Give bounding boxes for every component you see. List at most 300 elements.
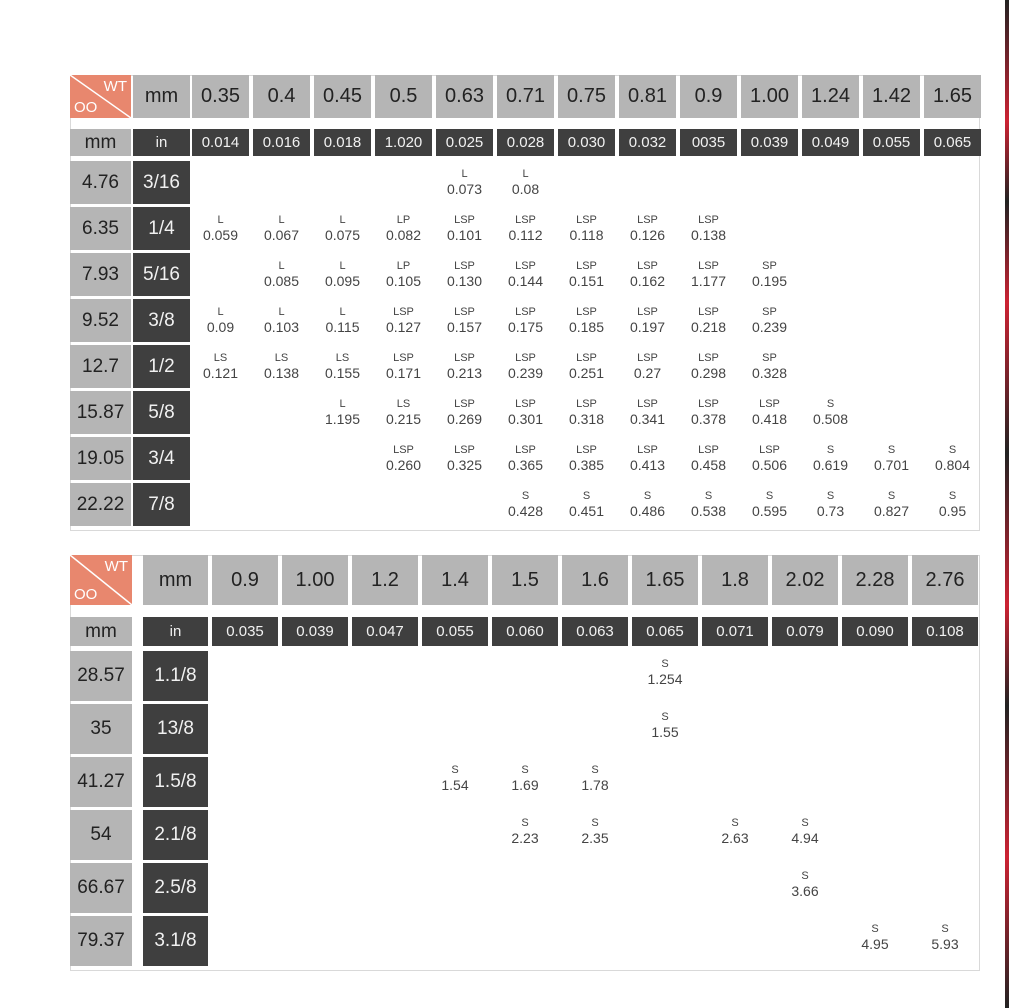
weight-value: 0.385 [568, 457, 605, 473]
process-code-label: S [591, 817, 599, 829]
weight-value: 0.827 [873, 503, 910, 519]
table-cell-value [558, 491, 615, 518]
weight-value: 2.63 [721, 830, 749, 846]
row-outer-diameter-mm: 22.22 [70, 483, 131, 526]
weight-value: 0.365 [507, 457, 544, 473]
table-cell-value [253, 215, 310, 242]
process-code-label: SP [762, 352, 777, 364]
weight-value: 0.239 [507, 365, 544, 381]
process-code-label: S [643, 490, 652, 502]
weight-value: 0.27 [633, 365, 662, 381]
weight-value: 0.197 [629, 319, 666, 335]
row-outer-diameter-mm: 41.27 [70, 757, 132, 807]
table-cell-value [497, 169, 554, 196]
weight-value: 0.175 [507, 319, 544, 335]
row-outer-diameter-in: 1.5/8 [143, 757, 208, 807]
process-code-label: L [278, 306, 285, 318]
weight-value: 0.09 [206, 319, 235, 335]
table-cell-value [558, 445, 615, 472]
table-cell-value [863, 445, 920, 472]
header-unit-in: in [143, 617, 208, 646]
process-code-label: LSP [515, 214, 536, 226]
wall-thickness-mm-header: 1.8 [702, 555, 768, 605]
weight-value: 0.082 [385, 227, 422, 243]
weight-value: 0.328 [751, 365, 788, 381]
process-code-label: LSP [759, 444, 780, 456]
wall-thickness-mm-header: 0.9 [680, 75, 737, 118]
corner-wt-label: WT [103, 78, 127, 95]
process-code-label: S [521, 817, 529, 829]
process-code-label: LSP [515, 398, 536, 410]
table-cell-value [314, 261, 371, 288]
weight-value: 1.78 [581, 777, 609, 793]
row-outer-diameter-mm: 9.52 [70, 299, 131, 342]
weight-value: 0.413 [629, 457, 666, 473]
weight-value: 0.059 [202, 227, 239, 243]
process-code-label: S [826, 444, 835, 456]
weight-value: 0.218 [690, 319, 727, 335]
wall-thickness-in-header: 0.016 [253, 129, 310, 156]
weight-value: 0.08 [511, 181, 540, 197]
wall-thickness-mm-header: 2.28 [842, 555, 908, 605]
process-code-label: LS [274, 352, 289, 364]
wall-thickness-in-header: 0.039 [741, 129, 798, 156]
process-code-label: LSP [515, 444, 536, 456]
process-code-label: L [278, 260, 285, 272]
wt-oo-corner-cell [70, 75, 131, 118]
process-code-label: S [591, 764, 599, 776]
process-code-label: L [217, 306, 224, 318]
weight-value: 0.157 [446, 319, 483, 335]
wall-thickness-mm-header: 1.42 [863, 75, 920, 118]
wall-thickness-mm-header: 2.76 [912, 555, 978, 605]
weight-value: 0.103 [263, 319, 300, 335]
weight-value: 0.195 [751, 273, 788, 289]
wt-oo-corner-cell [70, 555, 132, 605]
table-cell-value [375, 261, 432, 288]
process-code-label: LSP [576, 444, 597, 456]
row-outer-diameter-mm: 15.87 [70, 391, 131, 434]
weight-value: 0.538 [690, 503, 727, 519]
process-code-label: LSP [576, 398, 597, 410]
process-code-label: SP [762, 260, 777, 272]
table-cell-value [314, 399, 371, 426]
weight-value: 2.35 [581, 830, 609, 846]
table-cell-value [842, 924, 908, 951]
wall-thickness-in-header: 0.025 [436, 129, 493, 156]
process-code-label: LSP [393, 444, 414, 456]
header-unit-mm: mm [133, 75, 190, 118]
table-cell-value [253, 261, 310, 288]
wall-thickness-mm-header: 0.63 [436, 75, 493, 118]
table-cell-value [680, 399, 737, 426]
weight-value: 0.105 [385, 273, 422, 289]
weight-value: 0.155 [324, 365, 361, 381]
weight-value: 0.701 [873, 457, 910, 473]
wall-thickness-in-header: 0.035 [212, 617, 278, 646]
process-code-label: L [522, 168, 529, 180]
page-edge-decoration [1005, 0, 1009, 1008]
table-cell-value [436, 445, 493, 472]
process-code-label: S [826, 490, 835, 502]
weight-value: 0.144 [507, 273, 544, 289]
table-cell-value [492, 818, 558, 845]
wall-thickness-mm-header: 0.71 [497, 75, 554, 118]
weight-value: 1.195 [324, 411, 361, 427]
table-cell-value [497, 445, 554, 472]
table-cell-value [912, 924, 978, 951]
weight-value: 0.127 [385, 319, 422, 335]
wall-thickness-in-header: 0035 [680, 129, 737, 156]
table-cell-value [863, 491, 920, 518]
weight-value: 0.341 [629, 411, 666, 427]
weight-value: 0.067 [263, 227, 300, 243]
table-cell-value [497, 307, 554, 334]
table-cell-value [497, 353, 554, 380]
row-outer-diameter-in: 7/8 [133, 483, 190, 526]
table-cell-value [375, 215, 432, 242]
process-code-label: S [887, 444, 896, 456]
weight-value: 0.095 [324, 273, 361, 289]
process-code-label: LSP [454, 260, 475, 272]
row-outer-diameter-in: 5/8 [133, 391, 190, 434]
table-cell-value [192, 353, 249, 380]
process-code-label: LSP [637, 444, 658, 456]
table-cell-value [802, 399, 859, 426]
weight-value: 0.085 [263, 273, 300, 289]
weight-value: 0.298 [690, 365, 727, 381]
table-cell-value [436, 307, 493, 334]
table-cell-value [436, 399, 493, 426]
table-cell-value [436, 261, 493, 288]
weight-value: 0.075 [324, 227, 361, 243]
table-cell-value [619, 491, 676, 518]
process-code-label: S [661, 711, 669, 723]
table-cell-value [619, 215, 676, 242]
weight-value: 0.073 [446, 181, 483, 197]
process-code-label: LSP [515, 306, 536, 318]
table-cell-value [314, 353, 371, 380]
table-cell-value [192, 307, 249, 334]
table-cell-value [702, 818, 768, 845]
row-outer-diameter-mm: 7.93 [70, 253, 131, 296]
weight-value: 0.301 [507, 411, 544, 427]
weight-value: 0.325 [446, 457, 483, 473]
wall-thickness-mm-header: 1.65 [632, 555, 698, 605]
weight-value: 1.54 [441, 777, 469, 793]
wall-thickness-mm-header: 1.4 [422, 555, 488, 605]
table-cell-value [741, 399, 798, 426]
weight-value: 0.260 [385, 457, 422, 473]
process-code-label: S [582, 490, 591, 502]
row-outer-diameter-in: 2.5/8 [143, 863, 208, 913]
weight-value: 0.215 [385, 411, 422, 427]
header-unit-in: in [133, 129, 190, 156]
weight-value: 0.171 [385, 365, 422, 381]
row-outer-diameter-in: 3/16 [133, 161, 190, 204]
table-cell-value [192, 215, 249, 242]
wall-thickness-mm-header: 1.65 [924, 75, 981, 118]
table-cell-value [375, 445, 432, 472]
weight-value: 0.151 [568, 273, 605, 289]
process-code-label: S [521, 764, 529, 776]
table-cell-value [680, 307, 737, 334]
weight-value: 0.506 [751, 457, 788, 473]
table-cell-value [562, 818, 628, 845]
wall-thickness-mm-header: 0.81 [619, 75, 676, 118]
weight-value: 2.23 [511, 830, 539, 846]
weight-value: 0.112 [508, 227, 543, 243]
process-code-label: LSP [576, 306, 597, 318]
row-header-mm-label: mm [70, 617, 132, 646]
process-code-label: LSP [454, 214, 475, 226]
process-code-label: S [887, 490, 896, 502]
weight-value: 4.94 [791, 830, 819, 846]
wall-thickness-in-header: 0.055 [863, 129, 920, 156]
wall-thickness-in-header: 0.032 [619, 129, 676, 156]
wall-thickness-mm-header: 0.5 [375, 75, 432, 118]
weight-value: 0.486 [629, 503, 666, 519]
wall-thickness-mm-header: 1.24 [802, 75, 859, 118]
table-cell-value [924, 491, 981, 518]
table-cell-value [741, 491, 798, 518]
table-cell-value [680, 445, 737, 472]
row-outer-diameter-mm: 28.57 [70, 651, 132, 701]
corner-oo-label: OO [74, 99, 98, 116]
weight-value: 0.213 [446, 365, 483, 381]
weight-value: 0.162 [629, 273, 666, 289]
weight-value: 0.418 [751, 411, 788, 427]
weight-value: 0.73 [816, 503, 845, 519]
table-cell-value [558, 307, 615, 334]
wall-thickness-mm-header: 1.00 [282, 555, 348, 605]
weight-value: 0.269 [446, 411, 483, 427]
process-code-label: S [765, 490, 774, 502]
row-outer-diameter-in: 5/16 [133, 253, 190, 296]
wall-thickness-in-header: 0.060 [492, 617, 558, 646]
process-code-label: LSP [698, 444, 719, 456]
weight-value: 0.95 [938, 503, 967, 519]
corner-oo-label: OO [74, 586, 98, 603]
process-code-label: S [731, 817, 739, 829]
wall-thickness-in-header: 0.065 [632, 617, 698, 646]
process-code-label: S [948, 490, 957, 502]
wall-thickness-mm-header: 0.4 [253, 75, 310, 118]
table-cell-value [436, 353, 493, 380]
wall-thickness-in-header: 1.020 [375, 129, 432, 156]
process-code-label: L [339, 398, 346, 410]
weight-value: 0.318 [568, 411, 605, 427]
wall-thickness-in-header: 0.049 [802, 129, 859, 156]
process-code-label: L [461, 168, 468, 180]
weight-value: 1.254 [647, 671, 683, 687]
wall-thickness-mm-header: 0.9 [212, 555, 278, 605]
table-cell-value [497, 215, 554, 242]
weight-value: 0.185 [568, 319, 605, 335]
row-outer-diameter-mm: 12.7 [70, 345, 131, 388]
table-cell-value [632, 659, 698, 686]
process-code-label: LSP [637, 306, 658, 318]
table-cell-value [741, 445, 798, 472]
wall-thickness-in-header: 0.047 [352, 617, 418, 646]
process-code-label: LSP [637, 214, 658, 226]
row-outer-diameter-in: 13/8 [143, 704, 208, 754]
wall-thickness-in-header: 0.079 [772, 617, 838, 646]
table-cell-value [632, 712, 698, 739]
wall-thickness-in-header: 0.039 [282, 617, 348, 646]
weight-value: 0.126 [629, 227, 666, 243]
process-code-label: L [278, 214, 285, 226]
process-code-label: LSP [698, 260, 719, 272]
wall-thickness-mm-header: 1.00 [741, 75, 798, 118]
wall-thickness-mm-header: 1.2 [352, 555, 418, 605]
wall-thickness-in-header: 0.090 [842, 617, 908, 646]
weight-value: 0.239 [751, 319, 788, 335]
row-outer-diameter-mm: 54 [70, 810, 132, 860]
process-code-label: S [826, 398, 835, 410]
process-code-label: LSP [637, 352, 658, 364]
process-code-label: LSP [637, 398, 658, 410]
weight-value: 0.804 [934, 457, 971, 473]
row-outer-diameter-mm: 4.76 [70, 161, 131, 204]
row-outer-diameter-in: 1/2 [133, 345, 190, 388]
process-code-label: L [217, 214, 224, 226]
process-code-label: LSP [698, 398, 719, 410]
process-code-label: S [871, 923, 879, 935]
row-outer-diameter-in: 3/8 [133, 299, 190, 342]
weight-value: 0.619 [812, 457, 849, 473]
weight-value: 0.138 [690, 227, 727, 243]
process-code-label: L [339, 260, 346, 272]
table-cell-value [436, 215, 493, 242]
header-unit-mm: mm [143, 555, 208, 605]
process-code-label: LP [396, 260, 411, 272]
table-cell-value [619, 307, 676, 334]
row-outer-diameter-mm: 79.37 [70, 916, 132, 966]
wall-thickness-in-header: 0.014 [192, 129, 249, 156]
table-cell-value [253, 353, 310, 380]
process-code-label: LSP [515, 260, 536, 272]
wall-thickness-in-header: 0.030 [558, 129, 615, 156]
table-cell-value [741, 353, 798, 380]
table-cell-value [375, 399, 432, 426]
table-cell-value [497, 399, 554, 426]
process-code-label: LSP [454, 352, 475, 364]
process-code-label: S [801, 870, 809, 882]
weight-value: 1.55 [651, 724, 679, 740]
process-code-label: LSP [393, 352, 414, 364]
process-code-label: LSP [698, 306, 719, 318]
weight-value: 0.251 [568, 365, 605, 381]
process-code-label: LSP [454, 444, 475, 456]
process-code-label: LS [335, 352, 350, 364]
weight-value: 0.101 [446, 227, 483, 243]
wall-thickness-in-header: 0.065 [924, 129, 981, 156]
process-code-label: S [801, 817, 809, 829]
weight-value: 3.66 [791, 883, 819, 899]
weight-value: 0.130 [446, 273, 483, 289]
process-code-label: SP [762, 306, 777, 318]
process-code-label: LSP [454, 398, 475, 410]
table-cell-value [558, 353, 615, 380]
process-code-label: LSP [698, 352, 719, 364]
row-outer-diameter-in: 3/4 [133, 437, 190, 480]
table-cell-value [436, 169, 493, 196]
table-cell-value [680, 491, 737, 518]
table-cell-value [422, 765, 488, 792]
table-cell-value [375, 353, 432, 380]
wall-thickness-mm-header: 0.35 [192, 75, 249, 118]
table-cell-value [680, 215, 737, 242]
table-cell-value [680, 261, 737, 288]
weight-value: 0.458 [690, 457, 727, 473]
row-outer-diameter-mm: 6.35 [70, 207, 131, 250]
wall-thickness-in-header: 0.055 [422, 617, 488, 646]
corner-wt-label: WT [104, 558, 128, 575]
process-code-label: LS [213, 352, 228, 364]
row-outer-diameter-in: 1.1/8 [143, 651, 208, 701]
wall-thickness-mm-header: 2.02 [772, 555, 838, 605]
process-code-label: LSP [759, 398, 780, 410]
table-cell-value [558, 215, 615, 242]
table-cell-value [314, 215, 371, 242]
process-code-label: LSP [515, 352, 536, 364]
process-code-label: S [661, 658, 669, 670]
table-cell-value [772, 818, 838, 845]
wall-thickness-mm-header: 1.5 [492, 555, 558, 605]
table-cell-value [619, 445, 676, 472]
table-cell-value [924, 445, 981, 472]
process-code-label: S [704, 490, 713, 502]
table-cell-value [375, 307, 432, 334]
wall-thickness-in-header: 0.108 [912, 617, 978, 646]
weight-value: 0.115 [325, 319, 360, 335]
table-cell-value [314, 307, 371, 334]
weight-value: 5.93 [931, 936, 959, 952]
wall-thickness-mm-header: 0.45 [314, 75, 371, 118]
table-cell-value [772, 871, 838, 898]
process-code-label: LSP [454, 306, 475, 318]
process-code-label: S [948, 444, 957, 456]
row-outer-diameter-mm: 35 [70, 704, 132, 754]
process-code-label: LS [396, 398, 411, 410]
weight-value: 1.69 [511, 777, 539, 793]
wall-thickness-mm-header: 1.6 [562, 555, 628, 605]
table-cell-value [492, 765, 558, 792]
weight-value: 0.428 [507, 503, 544, 519]
table-cell-value [558, 261, 615, 288]
weight-value: 0.138 [263, 365, 300, 381]
weight-value: 0.508 [812, 411, 849, 427]
process-code-label: S [941, 923, 949, 935]
weight-value: 0.118 [569, 227, 604, 243]
process-code-label: LSP [393, 306, 414, 318]
process-code-label: S [521, 490, 530, 502]
table-cell-value [619, 399, 676, 426]
process-code-label: LSP [698, 214, 719, 226]
table-cell-value [497, 261, 554, 288]
table-cell-value [497, 491, 554, 518]
row-outer-diameter-in: 3.1/8 [143, 916, 208, 966]
row-outer-diameter-mm: 19.05 [70, 437, 131, 480]
table-cell-value [558, 399, 615, 426]
process-code-label: LSP [576, 260, 597, 272]
wall-thickness-in-header: 0.071 [702, 617, 768, 646]
weight-value: 4.95 [861, 936, 889, 952]
wall-thickness-in-header: 0.028 [497, 129, 554, 156]
table-cell-value [680, 353, 737, 380]
weight-value: 0.121 [202, 365, 239, 381]
